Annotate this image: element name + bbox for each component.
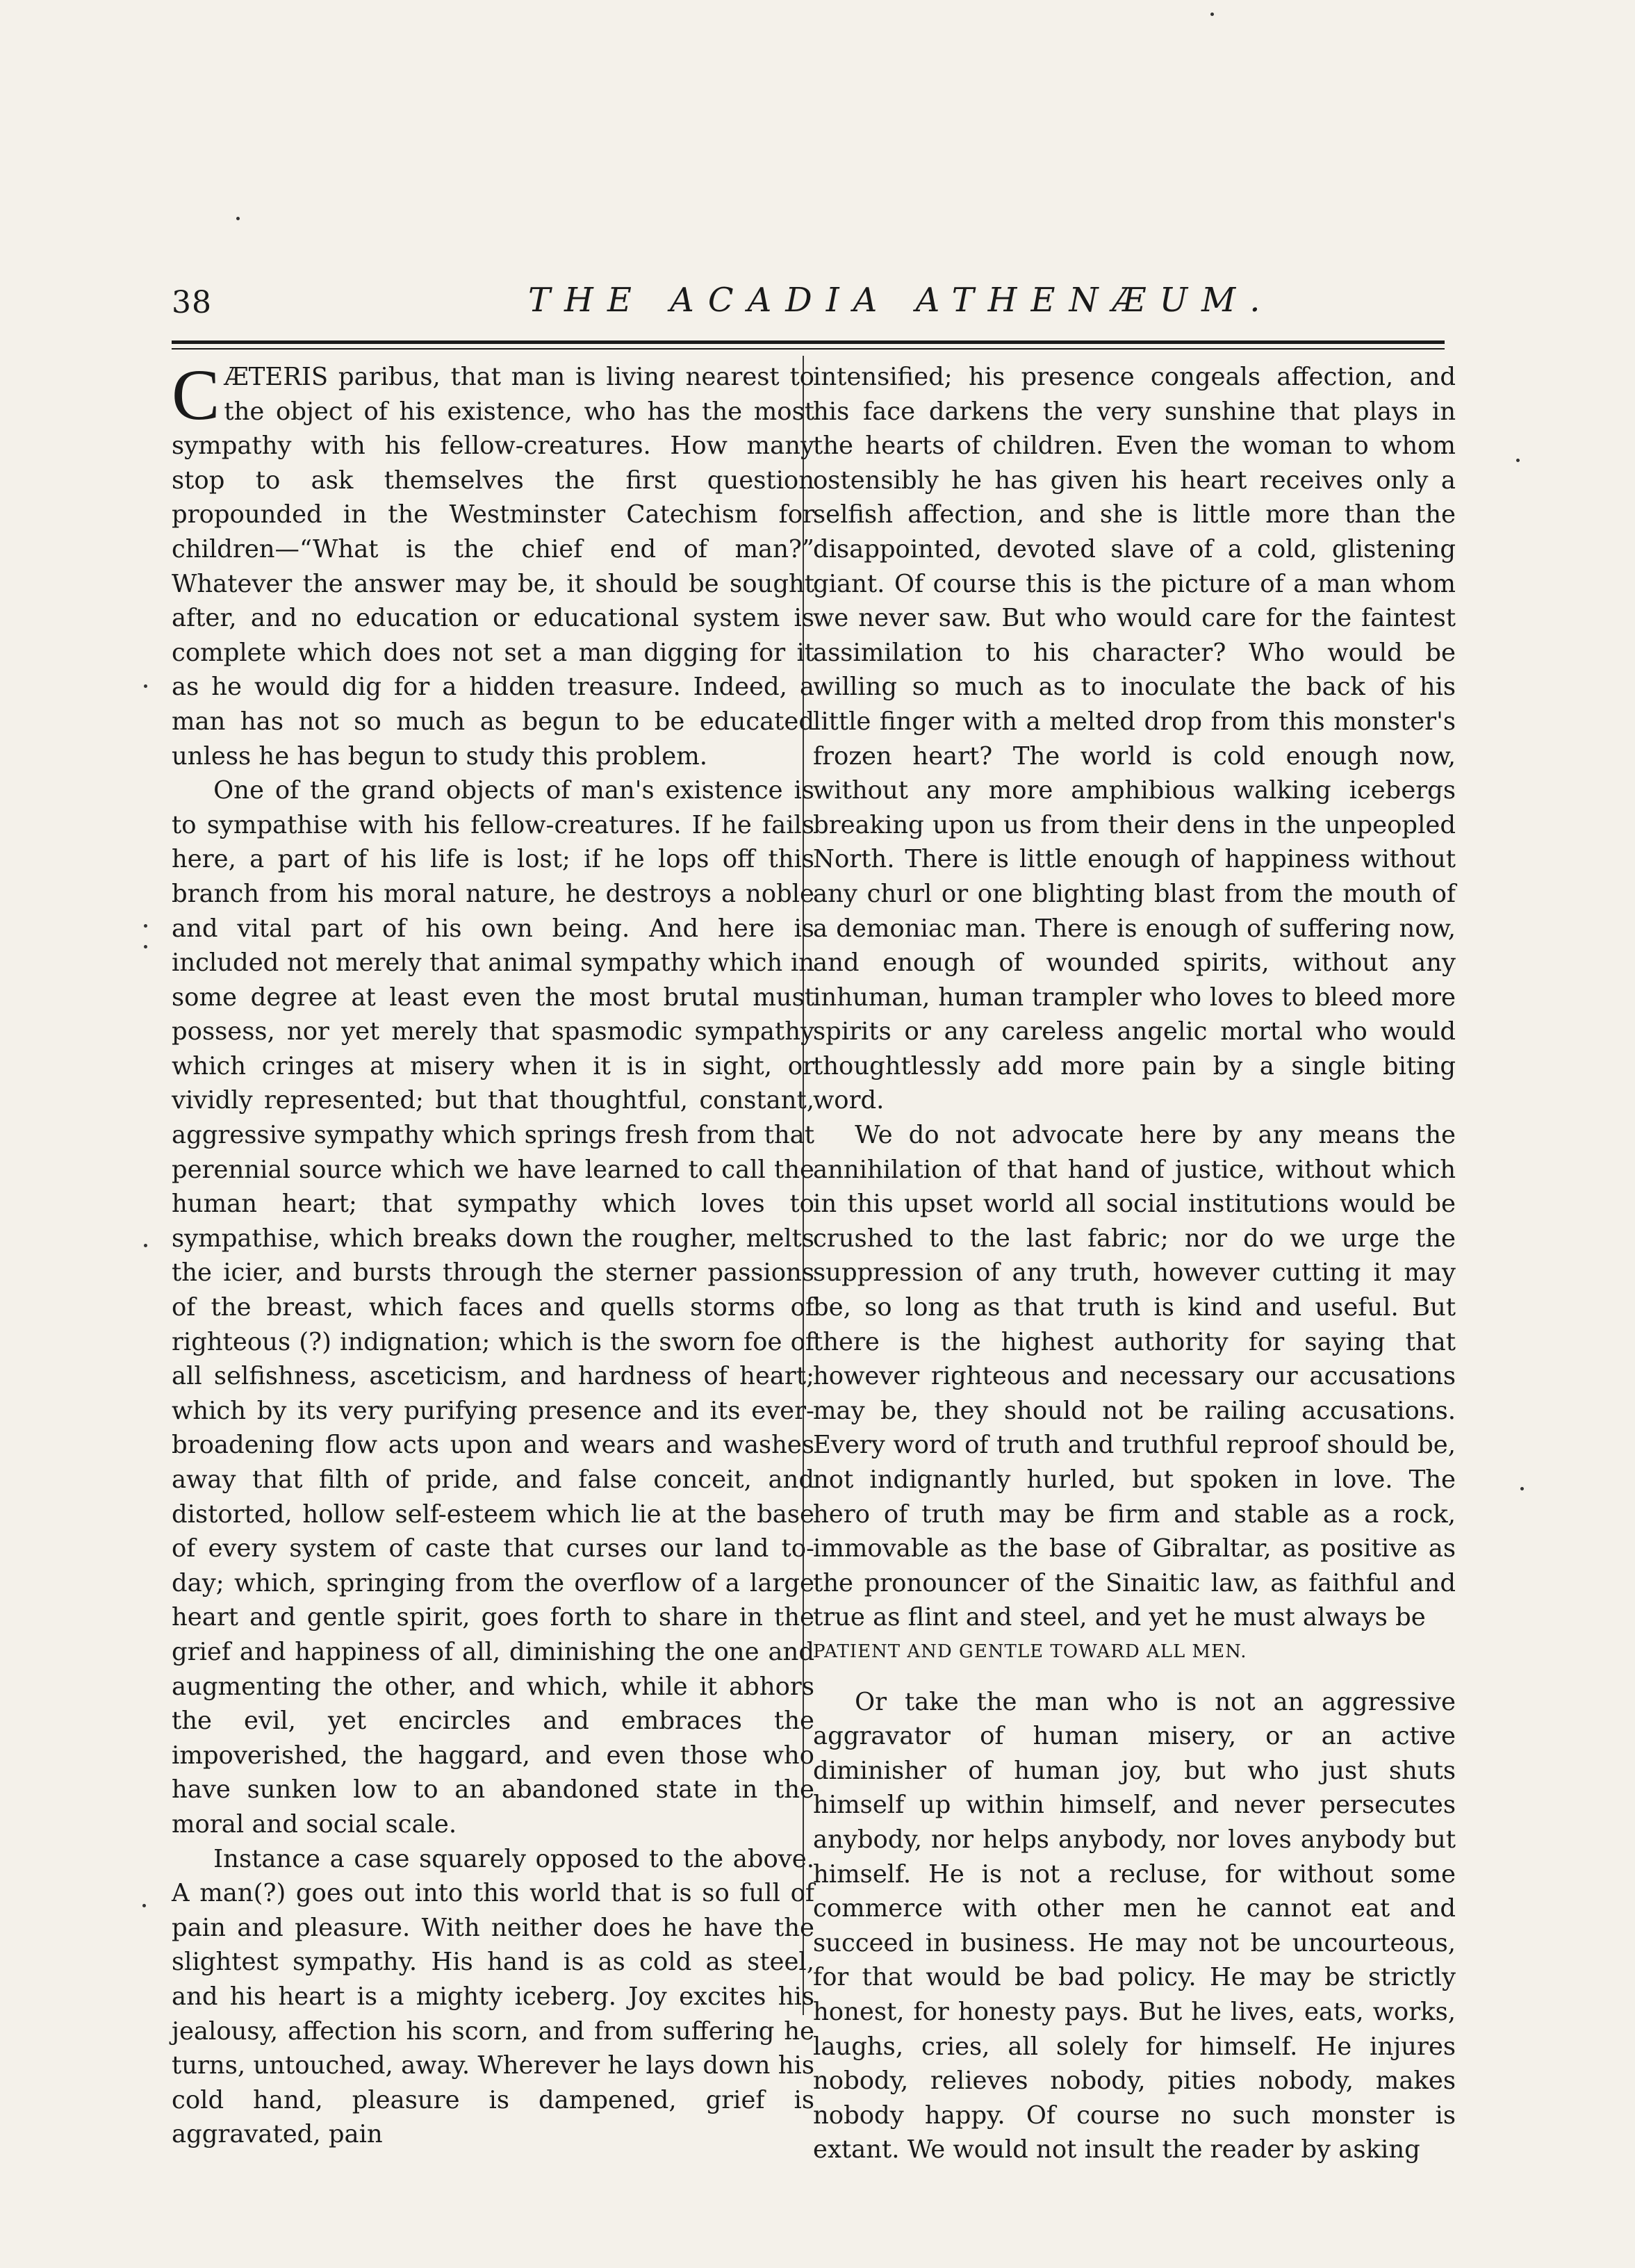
paragraph: We do not advocate here by any means the annihilation of that hand of justice, without which in this upset world all social institutions would be crushed to the last fabric; nor do we urge the suppression of any truth, however cutting it may be, so long as that truth is kind and useful. But there is the highest authority for saying that however righteous and necessary our accusations may be, they should not be railing accusations. Every word of truth and truthful reproof should be, not indignantly hurled, but spoken in love. The hero of truth may be firm and stable as a rock, immovable as the base of Gibraltar, as positive as the pronouncer of the Sinaitic law, as faithful and true as flint and steel, and yet he must always be	[813, 1121, 1456, 1632]
print-speck	[1210, 13, 1214, 16]
paragraph: ÆTERIS paribus, that man is living nearest to the object of his existence, who has the most sympathy with his fellow-creatures. How many stop to ask themselves the first question propounded in the Westminster Catechism for children—“What is the chief end of man?” Whatever the answer may be, it should be sought after, and no education or educational system is complete which does not set a man digging for it as he would dig for a hidden treasure. Indeed, a man has not so much as begun to be educated unless he has begun to study this problem.	[172, 363, 814, 771]
article-left-column	[172, 355, 814, 2152]
page-number: 38	[172, 285, 212, 320]
paragraph: Instance a case squarely opposed to the above. A man(?) goes out into this world that is so full of pain and pleasure. With neither does he have the slightest sympathy. His hand is as cold as steel, and his heart is a mighty iceberg. Joy excites his jealousy, affection his scorn, and from suffering he turns, untouched, away. Wherever he lays down his cold hand, pleasure is dampened, grief is aggravated, pain	[172, 1844, 814, 2149]
paragraph: intensified; his presence congeals affection, and his face darkens the very sunshine that plays in the hearts of children. Even the woman to whom ostensibly he has given his heart receives only a selfish affection, and she is little more than the disappointed, devoted slave of a cold, glistening giant. Of course this is the picture of a man whom we never saw. But who would care for the faintest assimilation to his character? Who would be willing so much as to inoculate the back of his little finger with a melted drop from this monster's frozen heart? The world is cold enough now, without any more amphibious walking icebergs breaking upon us from their dens in the unpeopled North. There is little enough of happiness without any churl or one blighting blast from the mouth of a demoniac man. There is enough of suffering now, and enough of wounded spirits, without any inhuman, human trampler who loves to bleed more spirits or any careless angelic mortal who would thoughtlessly add more pain by a single biting word.	[813, 363, 1456, 1115]
print-speck	[144, 1244, 147, 1247]
paragraph: Or take the man who is not an aggressive aggravator of human misery, or an active diminisher of human joy, but who just shuts himself up within himself, and never persecutes anybody, nor helps anybody, nor loves anybody but himself. He is not a recluse, for without some commerce with other men he cannot eat and succeed in business. He may not be uncourteous, for that would be bad policy. He may be strictly honest, for honesty pays. But he lives, eats, works, laughs, cries, all solely for himself. He injures nobody, relieves nobody, pities nobody, makes nobody happy. Of course no such monster is extant. We would not insult the reader by asking	[813, 1687, 1456, 2164]
article-right-column	[813, 360, 1456, 2167]
print-speck	[144, 684, 147, 688]
drop-cap: C	[172, 355, 220, 435]
paragraph: One of the grand objects of man's existence is to sympathise with his fellow-creatures. If he fails here, a part of his life is lost; if he lops off this branch from his moral nature, he destroys a noble and vital part of his own being. And here is included not merely that animal sympathy which in some degree at least even the most brutal must possess, nor yet merely that spasmodic sympathy which cringes at misery when it is in sight, or vividly represented; but that thoughtful, constant, aggressive sympathy which springs fresh from that perennial source which we have learned to call the human heart; that sympathy which loves to sympathise, which breaks down the rougher, melts the icier, and bursts through the sterner passions of the breast, which faces and quells storms of righteous (?) indignation; which is the sworn foe of all selfishness, asceticism, and hardness of heart; which by its very purifying presence and its ever-broadening flow acts upon and wears and washes away that filth of pride, and false conceit, and distorted, hollow self-esteem which lie at the base of every system of caste that curses our land to-day; which, springing from the overflow of a large heart and gentle spirit, goes forth to share in the grief and happiness of all, diminishing the one and augmenting the other, and which, while it abhors the evil, yet encircles and embraces the impoverished, the haggard, and even those who have sunken low to an abandoned state in the moral and social scale.	[172, 776, 814, 1839]
print-speck	[144, 945, 147, 948]
print-speck	[236, 217, 240, 220]
header-rule-thin	[172, 348, 1445, 350]
print-speck	[1520, 1487, 1524, 1490]
print-speck	[1516, 459, 1520, 462]
print-speck	[144, 924, 147, 928]
header-rule-thick	[172, 340, 1445, 344]
journal-title: THE ACADIA ATHENÆUM.	[528, 281, 1274, 320]
emphasis-line: PATIENT AND GENTLE TOWARD ALL MEN.	[813, 1641, 1247, 1662]
print-speck	[142, 1904, 146, 1907]
